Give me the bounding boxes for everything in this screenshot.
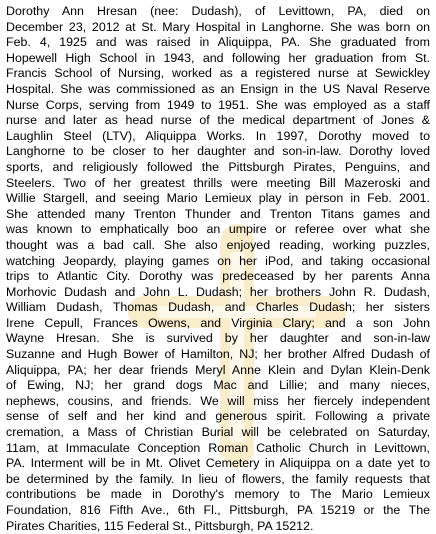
obituary-line: Pirates Charities, 115 Federal St., Pittsburgh, PA 15212.	[6, 518, 314, 533]
obituary-line: trips to Atlantic City. Dorothy was predeceased by her parents Anna	[6, 269, 430, 284]
obituary-line: watching Jeopardy, playing games on her iPod, and taking occasional	[6, 253, 430, 268]
obituary-line: be determined by the family. In lieu of flowers, the family requests that	[6, 471, 430, 486]
obituary-line: 11am, at Immaculate Conception Roman Catholic Church in Levittown,	[6, 440, 430, 455]
obituary-line: cremation, a Mass of Christian Burial will be celebrated on Saturday,	[6, 425, 430, 440]
obituary-line: sports, and religiously followed the Pittsburgh Pirates, Penguins, and	[6, 159, 430, 174]
obituary-line: thought was a bad call. She also enjoyed reading, working puzzles,	[6, 237, 430, 252]
obituary-line: Nurse Corps, serving from 1949 to 1951. She was employed as a staff	[6, 97, 430, 112]
obituary-line: contributions be made in Dorothy's memory to The Mario Lemieux	[6, 487, 430, 502]
obituary-line: Hospital. She was commissioned as an Ensign in the US Naval Reserve	[6, 81, 430, 96]
obituary-line: Suzanne and Hugh Bower of Hamilton, NJ; her brother Alfred Dudash of	[6, 347, 430, 362]
obituary-text	[6, 4, 430, 534]
obituary-line: December 23, 2012 at St. Mary Hospital in Langhorne. She was born on	[6, 19, 430, 34]
obituary-line: Hopewell High School in 1943, and following her graduation from St.	[6, 50, 430, 65]
obituary-line: Irene Cepull, Frances Owens, and Virginia Clary; and a son John	[6, 315, 430, 330]
obituary-line: sense of self and her kind and generous spirit. Following a private	[6, 409, 430, 424]
obituary-line: nurse and later as head nurse of the medical department of Jones &	[6, 113, 430, 128]
obituary-line: Morhovic Dudash and John L. Dudash; her brothers John R. Dudash,	[6, 284, 430, 299]
obituary-line: Steelers. Two of her greatest thrills were meeting Bill Mazeroski and	[6, 175, 430, 190]
obituary-line: Dorothy Ann Hresan (nee: Dudash), of Levittown, PA, died on	[6, 4, 430, 18]
obituary-line: of Ewing, NJ; her grand dogs Mac and Lillie; and many nieces,	[6, 378, 430, 393]
obituary-line: Laughlin Steel (LTV), Aliquippa Works. In 1997, Dorothy moved to	[6, 128, 430, 143]
obituary-line: Francis School of Nursing, worked as a registered nurse at Sewickley	[6, 66, 430, 81]
obituary-line: was known to emphatically boo an umpire or referee over what she	[6, 222, 430, 237]
obituary-line: Foundation, 816 Fifth Ave., 6th Fl., Pittsburgh, PA 15219 or the The	[6, 503, 430, 517]
obituary-line: She attended many Trenton Thunder and Trenton Titans games and	[6, 206, 430, 221]
obituary-line: William Dudash, Thomas Dudash, and Charles Dudash; her sisters	[6, 300, 430, 315]
obituary-line: Feb. 4, 1925 and was raised in Aliquippa, PA. She graduated from	[6, 35, 430, 50]
obituary-line: Aliquippa, PA; her dear friends Meryl Anne Klein and Dylan Klein-Denk	[6, 362, 430, 377]
obituary-line: nephews, cousins, and friends. We will miss her fiercely independent	[6, 393, 430, 408]
obituary-line: PA. Interment will be in Mt. Olivet Cemetery in Aliquippa on a date yet to	[6, 456, 430, 471]
obituary-line: Willie Stargell, and seeing Mario Lemieux play in person in Feb. 2001.	[6, 191, 430, 206]
obituary-line: Langhorne to be closer to her daughter and son-in-law. Dorothy loved	[6, 144, 430, 159]
obituary-line: Wayne Hresan. She is survived by her daughter and son-in-law	[6, 331, 430, 346]
